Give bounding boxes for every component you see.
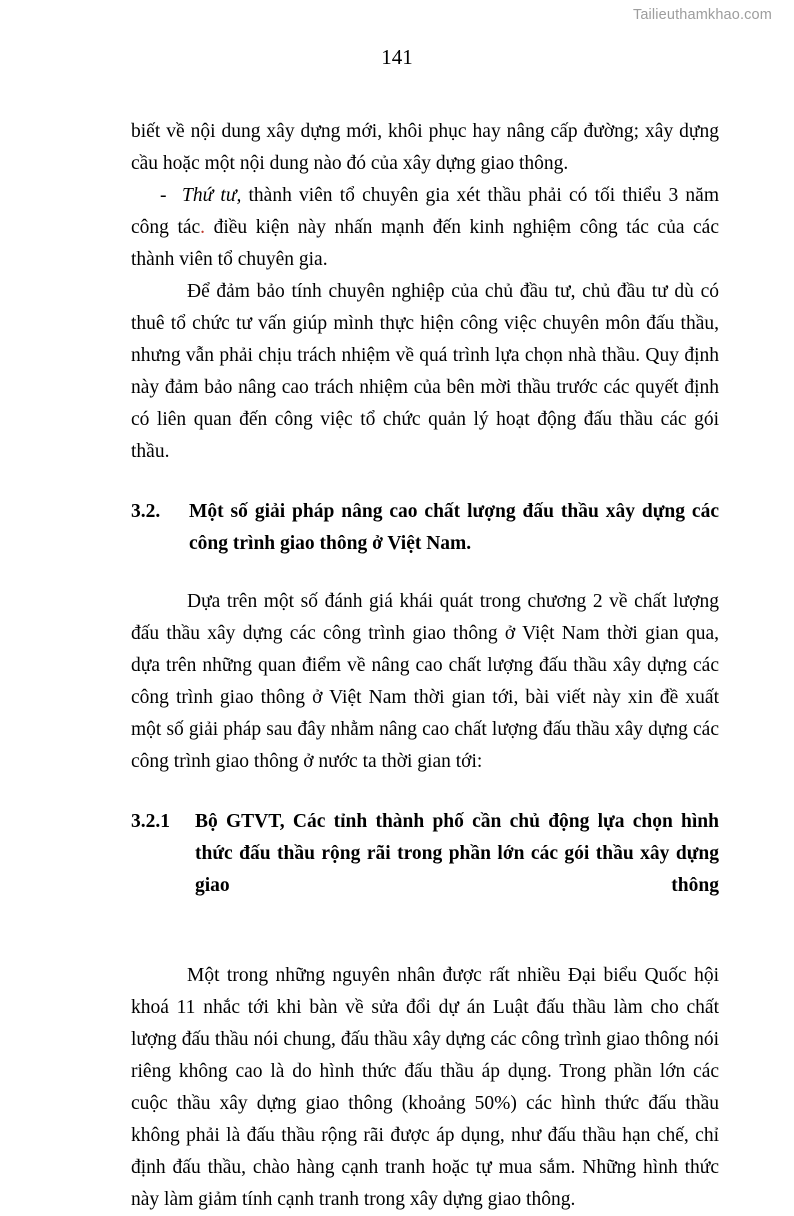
heading-3-2-1 — [131, 806, 719, 934]
heading-3-2-number: 3.2. — [131, 501, 161, 522]
dash-item-text-after: điều kiện này nhấn mạnh đến kinh nghiệm công tác của các thành viên tổ chuyên gia. — [131, 217, 719, 270]
paragraph-2: Để đảm bảo tính chuyên nghiệp của chủ đầu tư, chủ đầu tư dù có thuê tổ chức tư vấn giúp mình thực hiện công việc chuyên môn đấu thầu, nhưng vẫn phải chịu trách nhiệm về quá trình lựa chọn nhà thầu. Quy định này đảm bảo nâng cao trách nhiệm của bên mời thầu trước các quyết định có liên quan đến công việc tổ chức quản lý hoạt động đấu thầu các gói thầu. — [131, 281, 719, 462]
dash-item-text-before: thành viên tổ chuyên gia xét thầu phải có tối thiểu 3 năm công tác — [131, 185, 719, 238]
page-number: 141 — [381, 45, 413, 69]
heading-3-2-1-number: 3.2.1 — [131, 811, 170, 832]
paragraph-3: Dựa trên một số đánh giá khái quát trong chương 2 về chất lượng đấu thầu xây dựng các công trình giao thông ở Việt Nam thời gian qua, dựa trên những quan điểm về nâng cao chất lượng đấu thầu xây dựng các công trình giao thông ở Việt Nam thời gian tới, bài viết này xin đề xuất một số giải pháp sau đây nhằm nâng cao chất lượng đấu thầu xây dựng các công trình giao thông ở nước ta thời gian tới: — [131, 591, 719, 772]
paragraph-1: biết về nội dung xây dựng mới, khôi phục hay nâng cấp đường; xây dựng cầu hoặc một nội dung nào đó của xây dựng giao thông. — [131, 121, 719, 174]
paragraph-4: Một trong những nguyên nhân được rất nhiều Đại biểu Quốc hội khoá 11 nhắc tới khi bàn về sửa đổi dự án Luật đấu thầu làm cho chất lượng đấu thầu nói chung, đấu thầu xây dựng các công trình giao thông nói riêng không cao là do hình thức đấu thầu áp dụng. Trong phần lớn các cuộc thầu xây dựng giao thông (khoảng 50%) các hình thức đấu thầu không phải là đấu thầu rộng rãi được áp dụng, như đấu thầu hạn chế, chỉ định đấu thầu, chào hàng cạnh tranh hoặc tự mua sắm. Những hình thức này làm giảm tính cạnh tranh trong xây dựng giao thông. — [131, 965, 719, 1210]
heading-3-2-text: Một số giải pháp nâng cao chất lượng đấu thầu xây dựng các công trình giao thông ở Việt Nam. — [189, 501, 719, 554]
heading-3-2 — [131, 496, 719, 560]
dash-item-italic-lead: Thứ tư, — [182, 185, 242, 206]
heading-3-2-1-text: Bộ GTVT, Các tỉnh thành phố cần chủ động lựa chọn hình thức đấu thầu rộng rãi trong phần lớn các gói thầu xây dựng giao thông — [195, 811, 719, 896]
page-content — [131, 116, 719, 1216]
dash-bullet-marker: - — [160, 185, 167, 206]
dash-list-item — [131, 180, 719, 276]
watermark-text: Tailieuthamkhao.com — [632, 7, 772, 23]
red-punctuation-mark: . — [200, 217, 206, 238]
